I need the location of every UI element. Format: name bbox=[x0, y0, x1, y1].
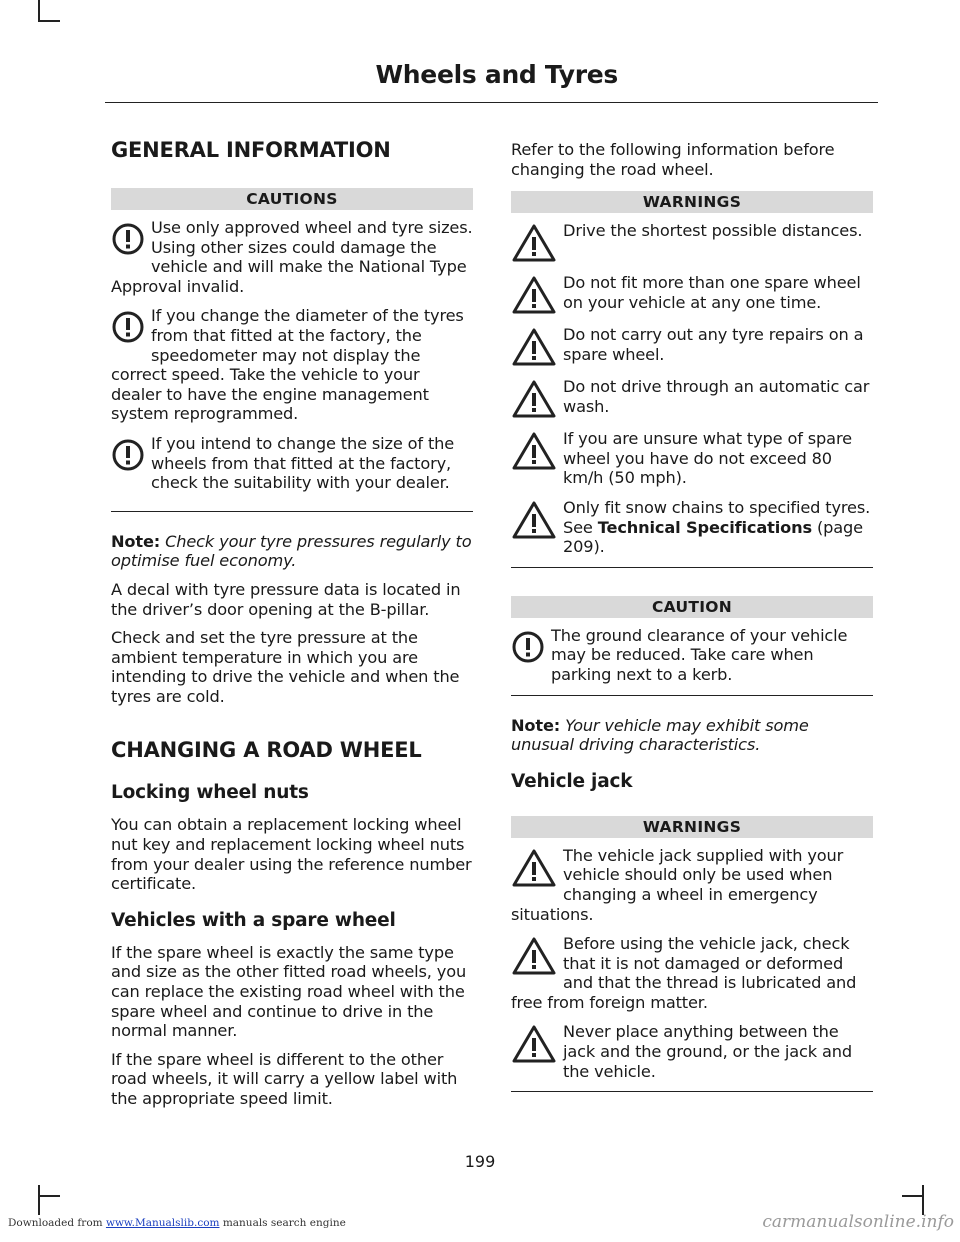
divider bbox=[511, 567, 873, 568]
spare-wheel-paragraph: If the spare wheel is exactly the same type and size as the other fitted road wheels, you can replace the existing road wheel with the spare wheel and continue to drive in the normal manner. bbox=[111, 942, 467, 1041]
warning-item bbox=[511, 429, 873, 488]
page-number: 199 bbox=[464, 1152, 496, 1171]
note-text: Check your tyre pressures regularly to optimise fuel economy. bbox=[111, 531, 472, 571]
changing-road-wheel-heading: CHANGING A ROAD WHEEL bbox=[111, 738, 422, 763]
warning-text: The vehicle jack supplied with your vehicle should only be used when changing a wheel in emergency situations. bbox=[511, 845, 844, 924]
warning-text: Do not carry out any tyre repairs on a spare wheel. bbox=[563, 325, 864, 364]
warning-item bbox=[511, 934, 873, 1012]
caution-text: Use only approved wheel and tyre sizes. Using other sizes could damage the vehicle and will make the National Type Approval invalid. bbox=[111, 218, 473, 296]
warning-item bbox=[511, 846, 873, 924]
caution-circle-icon bbox=[111, 436, 147, 474]
crop-mark bbox=[902, 1195, 924, 1197]
warning-item bbox=[511, 498, 873, 557]
warnings-header: WARNINGS bbox=[511, 191, 873, 213]
warning-item bbox=[511, 221, 873, 263]
vehicle-jack-heading: Vehicle jack bbox=[511, 770, 633, 792]
download-footer bbox=[8, 1217, 346, 1229]
decal-paragraph: A decal with tyre pressure data is located in the driver’s door opening at the B-pillar. bbox=[111, 579, 461, 619]
locking-wheel-nuts-heading: Locking wheel nuts bbox=[111, 782, 309, 804]
warning-text: Drive the shortest possible distances. bbox=[563, 221, 863, 241]
right-column bbox=[511, 140, 873, 1112]
manualslib-link[interactable]: www.Manualslib.com bbox=[105, 1217, 220, 1229]
warning-triangle-icon bbox=[511, 275, 557, 315]
caution-item bbox=[111, 434, 473, 493]
check-pressure-paragraph: Check and set the tyre pressure at the ambient temperature in which you are intending to drive the vehicle and when the tyres are cold. bbox=[111, 628, 460, 706]
warning-triangle-icon bbox=[511, 327, 557, 367]
caution-text: If you intend to change the size of the wheels from that fitted at the factory, check the suitability with your dealer. bbox=[151, 433, 455, 493]
warning-triangle-icon bbox=[511, 500, 557, 540]
cautions-header: CAUTIONS bbox=[111, 188, 473, 210]
crop-mark bbox=[38, 0, 40, 22]
warning-item bbox=[511, 377, 873, 419]
general-information-heading: GENERAL INFORMATION bbox=[111, 138, 391, 162]
locking-wheel-nuts-paragraph: You can obtain a replacement locking wheel nut key and replacement locking wheel nuts from your dealer using the reference number certificate. bbox=[111, 815, 472, 894]
warning-item bbox=[511, 1022, 873, 1081]
warning-text: Do not drive through an automatic car wash. bbox=[563, 377, 870, 416]
crop-mark bbox=[38, 20, 60, 22]
crop-mark bbox=[922, 1185, 924, 1215]
caution-item bbox=[111, 306, 473, 424]
note-paragraph bbox=[111, 532, 473, 571]
warning-item bbox=[511, 273, 873, 315]
divider bbox=[511, 695, 873, 696]
warning-triangle-icon bbox=[511, 379, 557, 419]
warning-triangle-icon bbox=[511, 848, 557, 888]
left-column bbox=[111, 128, 473, 1118]
caution-text: The ground clearance of your vehicle may be reduced. Take care when parking next to a kerb. bbox=[551, 625, 848, 684]
warning-triangle-icon bbox=[511, 1024, 557, 1064]
page-title: Wheels and Tyres bbox=[375, 60, 618, 89]
divider bbox=[511, 1091, 873, 1092]
page-header bbox=[105, 60, 878, 103]
watermark: carmanualsonline.info bbox=[762, 1212, 954, 1232]
note-label: Note: bbox=[111, 531, 161, 551]
spare-wheel-label-paragraph: If the spare wheel is different to the other road wheels, it will carry a yellow label with the appropriate speed limit. bbox=[111, 1049, 458, 1108]
warning-item bbox=[511, 325, 873, 367]
footer-suffix: manuals search engine bbox=[219, 1217, 346, 1229]
caution-circle-icon bbox=[111, 308, 147, 346]
warning-text: If you are unsure what type of spare wheel you have do not exceed 80 km/h (50 mph). bbox=[563, 429, 852, 488]
spare-wheel-heading: Vehicles with a spare wheel bbox=[111, 909, 396, 931]
warning-text bbox=[563, 498, 870, 556]
page-reference: (page 209). bbox=[563, 517, 863, 557]
warning-triangle-icon bbox=[511, 431, 557, 471]
warning-text: Never place anything between the jack and the ground, or the jack and the vehicle. bbox=[563, 1022, 853, 1081]
divider bbox=[111, 511, 473, 512]
caution-item bbox=[111, 218, 473, 296]
caution-header: CAUTION bbox=[511, 596, 873, 618]
caution-circle-icon bbox=[511, 628, 547, 666]
intro-paragraph: Refer to the following information before changing the road wheel. bbox=[511, 140, 835, 179]
note-text: Your vehicle may exhibit some unusual driving characteristics. bbox=[511, 715, 809, 755]
warning-triangle-icon bbox=[511, 936, 557, 976]
jack-warnings-header: WARNINGS bbox=[511, 816, 873, 838]
technical-specifications-reference: Technical Specifications bbox=[597, 517, 812, 537]
warning-text: Before using the vehicle jack, check that it is not damaged or deformed and that the thread is lubricated and free from foreign matter. bbox=[511, 934, 857, 1012]
caution-text: If you change the diameter of the tyres from that fitted at the factory, the speedometer may not display the correct speed. Take the vehicle to your dealer to have the engine management system reprogrammed. bbox=[111, 306, 464, 424]
warning-triangle-icon bbox=[511, 223, 557, 263]
crop-mark bbox=[38, 1185, 40, 1215]
caution-circle-icon bbox=[111, 220, 147, 258]
caution-item bbox=[511, 626, 873, 685]
footer-prefix: Downloaded from bbox=[8, 1217, 106, 1229]
crop-mark bbox=[38, 1195, 60, 1197]
warning-text: Do not fit more than one spare wheel on your vehicle at any one time. bbox=[563, 273, 861, 312]
note-label: Note: bbox=[511, 715, 561, 735]
note-paragraph bbox=[511, 716, 873, 755]
snow-chains-text: Only fit snow chains to specified tyres. See bbox=[563, 497, 871, 537]
